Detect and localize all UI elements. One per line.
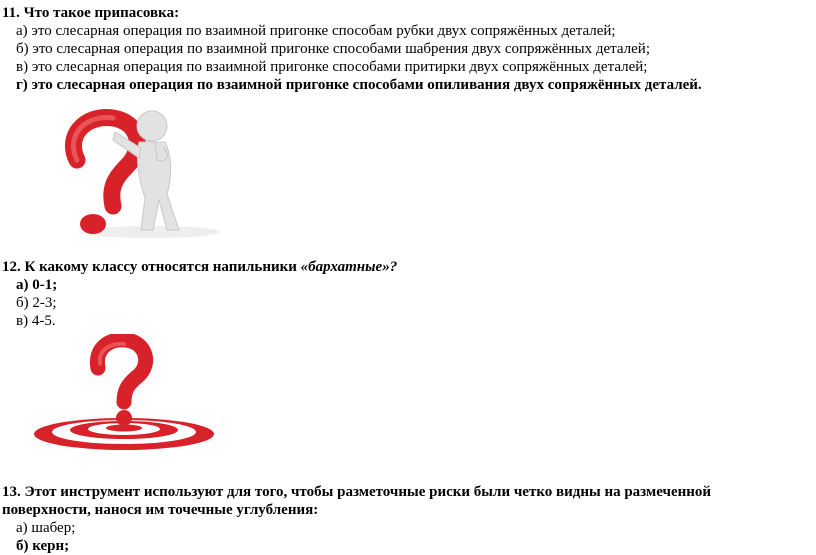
- question-12-title-text: 12. К какому классу относятся напильники: [2, 259, 301, 275]
- answer-12-c: в) 4-5.: [16, 313, 56, 329]
- answer-12-b: б) 2-3;: [16, 295, 57, 311]
- thinking-figure-question-mark-image: [55, 98, 220, 240]
- answer-11-b: б) это слесарная операция по взаимной пригонке способами шабрения двух сопряжённых деталей;: [16, 41, 650, 57]
- answer-13-a: а) шабер;: [16, 520, 76, 536]
- answer-13-b: б) керн;: [16, 538, 70, 554]
- answer-12-a: а) 0-1;: [16, 277, 58, 293]
- answer-11-d: г) это слесарная операция по взаимной пригонке способами опиливания двух сопряжённых деталей.: [16, 77, 702, 93]
- answer-11-c: в) это слесарная операция по взаимной пригонке способами притирки двух сопряжённых деталей;: [16, 59, 648, 75]
- question-13-title-line1: 13. Этот инструмент используют для того, чтобы разметочные риски были четко видны на размеченной: [2, 484, 712, 500]
- question-12-title-italic: «бархатные»?: [300, 259, 398, 275]
- question-12-title: [2, 258, 397, 276]
- question-11-title: 11. Что такое припасовка:: [2, 5, 180, 21]
- question-13-title-line2: поверхности, нанося им точечные углубления:: [2, 502, 319, 518]
- question-mark-on-target-image: [30, 334, 218, 454]
- answer-11-a: а) это слесарная операция по взаимной пригонке способам рубки двух сопряжённых деталей;: [16, 23, 616, 39]
